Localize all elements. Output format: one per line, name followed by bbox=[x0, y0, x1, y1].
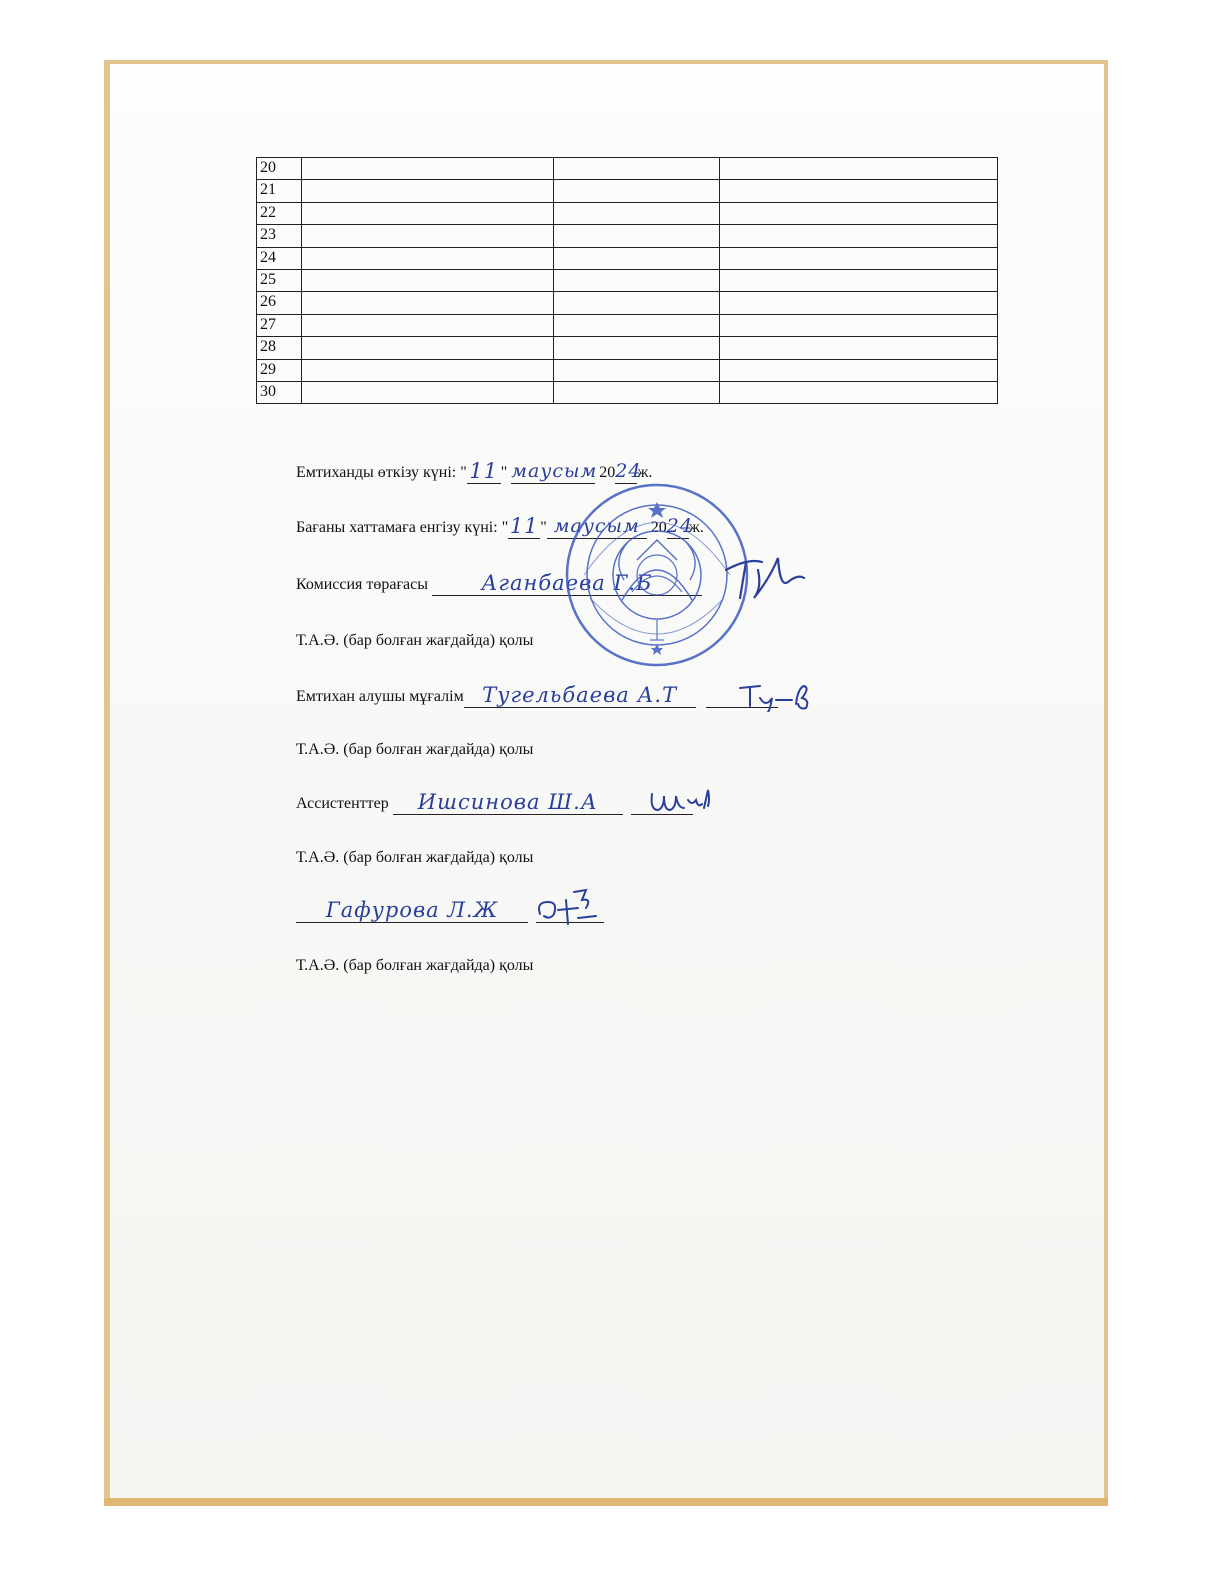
table-cell bbox=[302, 269, 554, 291]
table-cell bbox=[302, 180, 554, 202]
row-number: 23 bbox=[257, 225, 302, 247]
grade-date-tail: ж. bbox=[688, 519, 704, 536]
examiner-name-field bbox=[464, 683, 696, 708]
exam-date-year-prefix: 20 bbox=[599, 464, 616, 481]
row-number: 22 bbox=[257, 202, 302, 224]
table-cell bbox=[302, 314, 554, 336]
assistant-2-caption: Т.А.Ә. (бар болған жағдайда) қолы bbox=[296, 957, 534, 974]
assistants-line bbox=[296, 790, 693, 815]
table-cell bbox=[554, 225, 720, 247]
table-cell bbox=[554, 381, 720, 403]
table-cell bbox=[554, 269, 720, 291]
assistant-2-line bbox=[296, 898, 604, 923]
row-number: 20 bbox=[257, 158, 302, 180]
table-cell bbox=[554, 247, 720, 269]
table-cell bbox=[302, 202, 554, 224]
table-cell bbox=[554, 337, 720, 359]
assistant-1-name-field bbox=[393, 790, 623, 815]
table-cell bbox=[720, 180, 998, 202]
table-cell bbox=[554, 359, 720, 381]
assistant-2-name: Гафурова Л.Ж bbox=[325, 898, 499, 922]
assistant-1-signature-field bbox=[631, 794, 693, 815]
table-cell bbox=[554, 292, 720, 314]
row-number: 21 bbox=[257, 180, 302, 202]
table-cell bbox=[720, 247, 998, 269]
row-number: 24 bbox=[257, 247, 302, 269]
examiner-name: Тугельбаева А.Т bbox=[482, 683, 678, 707]
table-row bbox=[257, 225, 998, 247]
examiner-label: Емтихан алушы мұғалім bbox=[296, 688, 464, 705]
row-number: 30 bbox=[257, 381, 302, 403]
table-cell bbox=[554, 314, 720, 336]
results-table-body bbox=[257, 158, 998, 404]
table-row bbox=[257, 202, 998, 224]
examiner-signature-field bbox=[706, 687, 778, 708]
row-number: 29 bbox=[257, 359, 302, 381]
grade-date-label: Бағаны хаттамаға енгізу күні: " bbox=[296, 519, 509, 536]
assistant-2-signature-field bbox=[536, 902, 604, 923]
table-cell bbox=[302, 247, 554, 269]
chairman-name: Аганбаева Г.Б bbox=[481, 571, 653, 595]
exam-date-day-field bbox=[467, 459, 501, 484]
table-cell bbox=[720, 225, 998, 247]
official-stamp bbox=[562, 480, 752, 670]
table-cell bbox=[302, 158, 554, 180]
table-cell bbox=[720, 158, 998, 180]
table-row bbox=[257, 180, 998, 202]
scan-edge bbox=[104, 1498, 1108, 1506]
table-cell bbox=[554, 158, 720, 180]
examiner-line bbox=[296, 683, 778, 708]
chairman-label: Комиссия төрағасы bbox=[296, 576, 428, 593]
table-cell bbox=[554, 180, 720, 202]
assistant-1-name: Ишсинова Ш.А bbox=[417, 790, 598, 814]
grade-date-year-prefix: 20 bbox=[650, 519, 667, 536]
assistant-1-caption: Т.А.Ә. (бар болған жағдайда) қолы bbox=[296, 849, 534, 866]
grade-date-day: 11 bbox=[509, 514, 539, 538]
assistant-2-name-field bbox=[296, 898, 528, 923]
row-number: 27 bbox=[257, 314, 302, 336]
table-row bbox=[257, 381, 998, 403]
chairman-caption: Т.А.Ә. (бар болған жағдайда) қолы bbox=[296, 632, 534, 649]
table-row bbox=[257, 359, 998, 381]
grade-date-month: маусым bbox=[553, 515, 640, 537]
table-row bbox=[257, 292, 998, 314]
table-cell bbox=[720, 292, 998, 314]
table-cell bbox=[554, 202, 720, 224]
row-number: 28 bbox=[257, 337, 302, 359]
assistants-label: Ассистенттер bbox=[296, 795, 389, 812]
row-number: 25 bbox=[257, 269, 302, 291]
exam-date-day: 11 bbox=[469, 459, 499, 483]
table-cell bbox=[302, 337, 554, 359]
table-cell bbox=[720, 314, 998, 336]
exam-date-year-suffix: 24 bbox=[615, 460, 642, 482]
table-cell bbox=[302, 292, 554, 314]
table-row bbox=[257, 158, 998, 180]
results-table bbox=[256, 157, 998, 404]
exam-date-month: маусым bbox=[511, 460, 598, 482]
table-row bbox=[257, 314, 998, 336]
table-cell bbox=[720, 337, 998, 359]
examiner-caption: Т.А.Ә. (бар болған жағдайда) қолы bbox=[296, 741, 534, 758]
table-cell bbox=[302, 359, 554, 381]
exam-date-tail: ж. bbox=[637, 464, 653, 481]
grade-date-quote: " bbox=[540, 519, 547, 536]
table-cell bbox=[720, 381, 998, 403]
table-cell bbox=[720, 269, 998, 291]
table-cell bbox=[720, 359, 998, 381]
table-row bbox=[257, 337, 998, 359]
table-row bbox=[257, 247, 998, 269]
table-cell bbox=[720, 202, 998, 224]
grade-date-day-field bbox=[508, 514, 540, 539]
table-cell bbox=[302, 381, 554, 403]
table-row bbox=[257, 269, 998, 291]
table-cell bbox=[302, 225, 554, 247]
exam-date-quote: " bbox=[500, 464, 508, 481]
exam-date-label: Емтиханды өткізу күні: " bbox=[296, 464, 467, 481]
row-number: 26 bbox=[257, 292, 302, 314]
grade-date-year-suffix: 24 bbox=[666, 515, 693, 537]
